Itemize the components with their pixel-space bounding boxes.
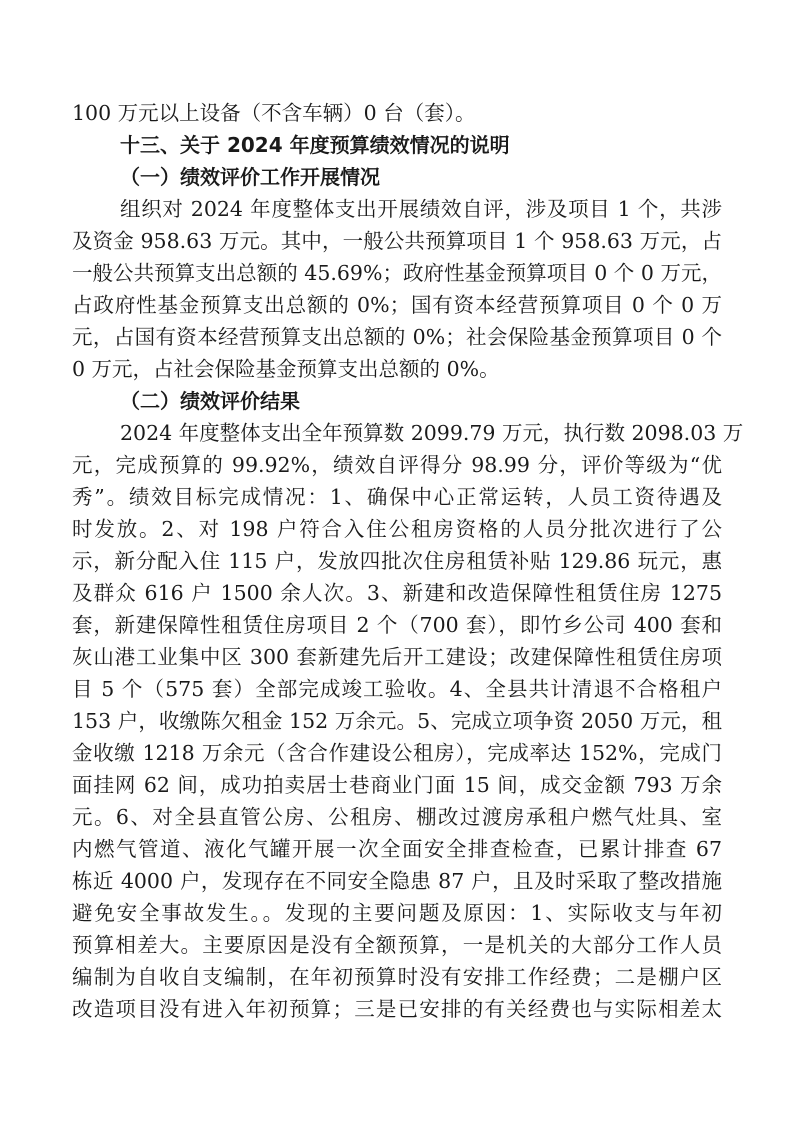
document-page: [72, 97, 744, 1025]
subsection-heading: （二）绩效评价结果: [120, 389, 300, 413]
subsection-heading: （一）绩效评价工作开展情况: [120, 165, 380, 189]
text-line: 秀”。绩效目标完成情况：1、确保中心正常运转，人员工资待遇及: [72, 485, 722, 509]
text-line: 编制为自收自支编制，在年初预算时没有安排工作经费；二是棚户区: [72, 965, 722, 989]
text-line: 元，占国有资本经营预算支出总额的 0%；社会保险基金预算项目 0 个: [72, 325, 722, 349]
text-line: 元，完成预算的 99.92%，绩效自评得分 98.99 分，评价等级为“优: [72, 453, 722, 477]
text-line: 及资金 958.63 万元。其中，一般公共预算项目 1 个 958.63 万元，占: [72, 229, 722, 253]
text-line: 套，新建保障性租赁住房项目 2 个（700 套），即竹乡公司 400 套和: [72, 613, 722, 637]
text-line: 2024 年度整体支出全年预算数 2099.79 万元，执行数 2098.03 万: [120, 421, 744, 445]
text-line: 占政府性基金预算支出总额的 0%；国有资本经营预算项目 0 个 0 万: [72, 293, 722, 317]
text-line: 100 万元以上设备（不含车辆）0 台（套）。: [72, 101, 476, 125]
text-line: 示，新分配入住 115 户，发放四批次住房租赁补贴 129.86 玩元，惠: [72, 549, 722, 573]
text-line: 组织对 2024 年度整体支出开展绩效自评，涉及项目 1 个，共涉: [120, 197, 722, 221]
text-line: 内燃气管道、液化气罐开展一次全面安全排查检查，已累计排查 67: [72, 837, 722, 861]
text-line: 目 5 个（575 套）全部完成竣工验收。4、全县共计清退不合格租户: [72, 677, 722, 701]
text-line: 避免安全事故发生。。发现的主要问题及原因：1、实际收支与年初: [72, 901, 722, 925]
text-line: 金收缴 1218 万余元（含合作建设公租房），完成率达 152%，完成门: [72, 741, 722, 765]
text-line: 预算相差大。主要原因是没有全额预算，一是机关的大部分工作人员: [72, 933, 722, 957]
text-line: 面挂网 62 间，成功拍卖居士巷商业门面 15 间，成交金额 793 万余: [72, 773, 722, 797]
text-line: 栋近 4000 户，发现存在不同安全隐患 87 户，且及时采取了整改措施: [72, 869, 722, 893]
text-line: 153 户，收缴陈欠租金 152 万余元。5、完成立项争资 2050 万元，租: [72, 709, 722, 733]
text-line: 元。6、对全县直管公房、公租房、棚改过渡房承租户燃气灶具、室: [72, 805, 722, 829]
text-line: 灰山港工业集中区 300 套新建先后开工建设；改建保障性租赁住房项: [72, 645, 722, 669]
text-line: 0 万元，占社会保险基金预算支出总额的 0%。: [72, 357, 500, 381]
text-line: 一般公共预算支出总额的 45.69%；政府性基金预算项目 0 个 0 万元，: [72, 261, 722, 285]
section-heading: 十三、关于 2024 年度预算绩效情况的说明: [120, 133, 510, 157]
text-line: 及群众 616 户 1500 余人次。3、新建和改造保障性租赁住房 1275: [72, 581, 722, 605]
text-line: 时发放。2、对 198 户符合入住公租房资格的人员分批次进行了公: [72, 517, 722, 541]
text-line: 改造项目没有进入年初预算；三是已安排的有关经费也与实际相差太: [72, 997, 722, 1021]
